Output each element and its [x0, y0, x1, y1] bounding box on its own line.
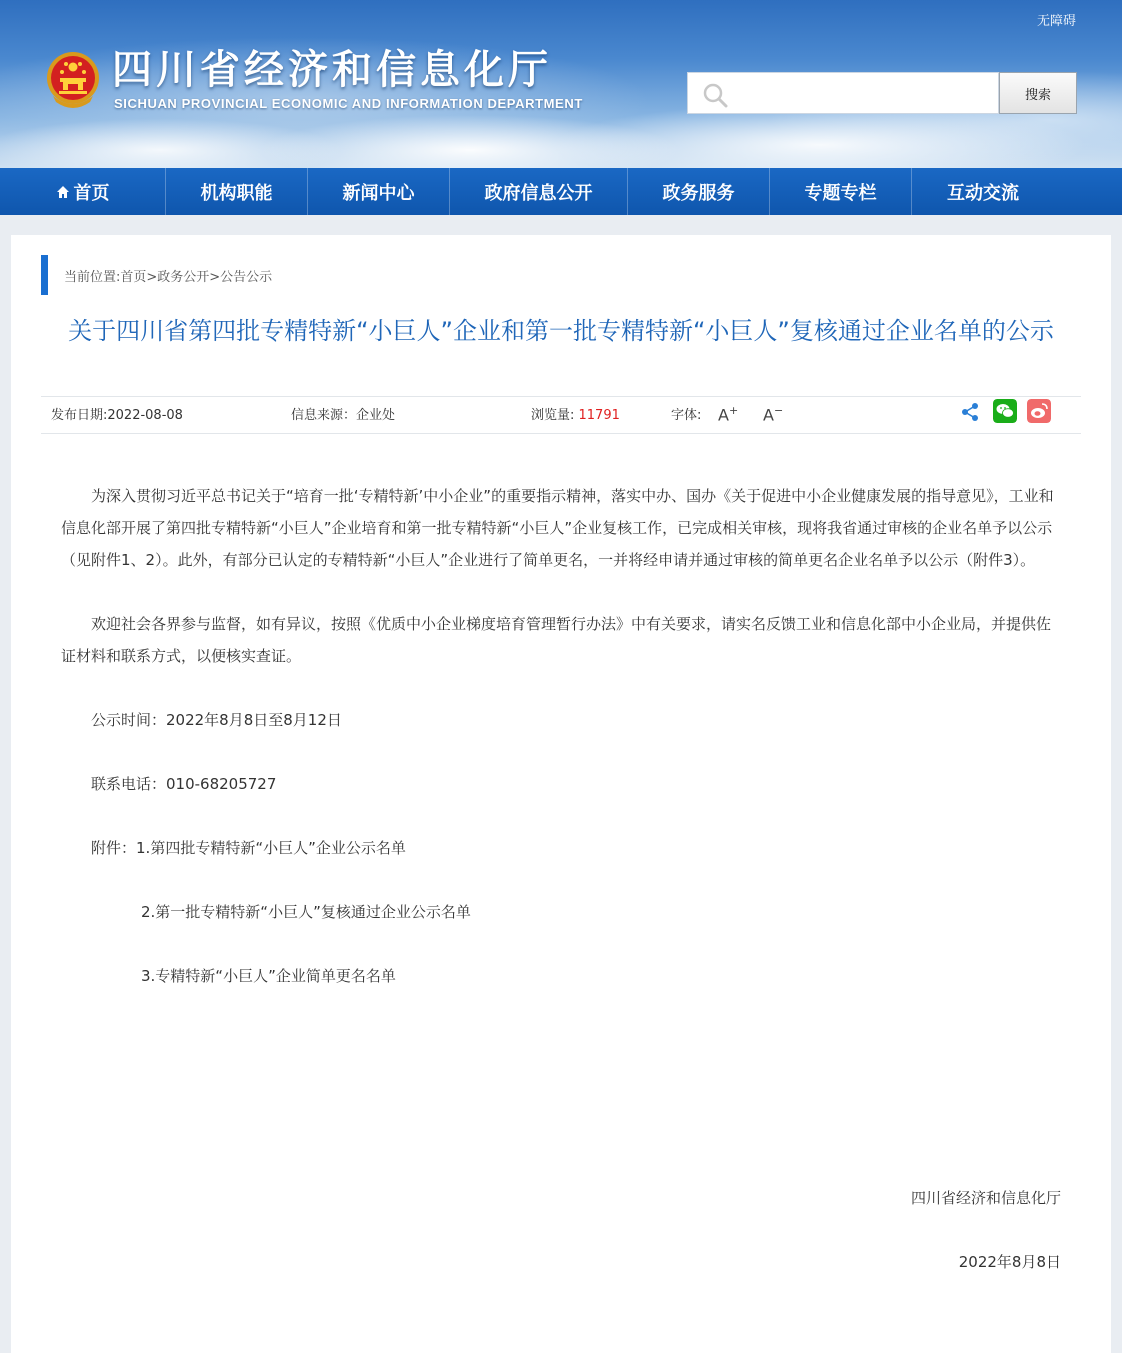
main-nav — [0, 168, 1122, 215]
font-decrease-button[interactable]: A− — [763, 404, 784, 425]
font-size-label: 字体: — [671, 408, 702, 423]
attachment-link[interactable]: 2.第一批专精特新“小巨人”复核通过企业公示名单 — [141, 903, 471, 921]
signature: 四川省经济和信息化厅 — [910, 1189, 1061, 1207]
publish-date: 发布日期:2022-08-08 — [51, 408, 183, 423]
attachment-link[interactable]: 3.专精特新“小巨人”企业简单更名名单 — [141, 967, 396, 985]
nav-item-interaction[interactable]: 互动交流 — [947, 182, 1019, 204]
search-button[interactable]: 搜索 — [999, 72, 1077, 114]
breadcrumb — [41, 255, 272, 295]
share-icon[interactable] — [959, 401, 981, 423]
header-banner — [0, 0, 1122, 168]
breadcrumb-path[interactable]: 首页>政务公开>公告公示 — [120, 269, 273, 285]
views — [531, 404, 620, 423]
attachment-1 — [61, 832, 1061, 864]
views-count: 11791 — [578, 408, 620, 423]
contact-phone: 联系电话：010-68205727 — [91, 775, 277, 793]
attachment-3 — [61, 960, 1061, 992]
nav-item-topics[interactable]: 专题专栏 — [770, 168, 912, 215]
public-notice-period: 公示时间：2022年8月8日至8月12日 — [91, 711, 342, 729]
wechat-icon[interactable] — [993, 399, 1017, 423]
nav-item-home[interactable] — [0, 168, 166, 215]
national-emblem-icon — [45, 50, 101, 112]
nav-item-label: 首页 — [73, 182, 110, 204]
weibo-icon[interactable] — [1027, 399, 1051, 423]
search-input[interactable] — [687, 72, 999, 114]
accessibility-link[interactable]: 无障碍 — [1036, 14, 1076, 29]
breadcrumb-prefix: 当前位置: — [64, 269, 121, 285]
article-paragraph: 欢迎社会各界参与监督，如有异议，按照《优质中小企业梯度培育管理暂行办法》中有关要求，请实名反馈工业和信息化部中小企业局，并提供佐证材料和联系方式，以便核实查证。 — [61, 615, 1052, 665]
attachments-label: 附件： — [91, 839, 137, 857]
info-source: 信息来源：企业处 — [291, 408, 396, 423]
views-label: 浏览量: — [531, 408, 579, 423]
site-title: 四川省经济和信息化厅 — [112, 47, 552, 93]
home-icon — [56, 185, 70, 199]
attachment-link[interactable]: 1.第四批专精特新“小巨人”企业公示名单 — [136, 839, 406, 857]
attachment-2 — [61, 896, 1061, 928]
nav-item-news[interactable]: 新闻中心 — [308, 168, 450, 215]
nav-item-functions[interactable]: 机构职能 — [166, 168, 308, 215]
article-meta — [41, 396, 1081, 434]
font-increase-button[interactable]: A+ — [718, 404, 739, 425]
article-paragraph: 为深入贯彻习近平总书记关于“培育一批‘专精特新’中小企业”的重要指示精神，落实中办、国办《关于促进中小企业健康发展的指导意见》，工业和信息化部开展了第四批专精特新“小巨人”企业培育和第一批专精特新“小巨人”企业复核工作，已完成相关审核，现将我省通过审核的企业名单予以公示（见附件1、2）。此外，有部分已认定的专精特新“小巨人”企业进行了简单更名，一并将经申请并通过审核的简单更名企业名单予以公示（附件3）。 — [61, 487, 1054, 569]
nav-item-gov-info[interactable]: 政府信息公开 — [450, 168, 628, 215]
nav-item-services[interactable]: 政务服务 — [628, 168, 770, 215]
site-subtitle: SICHUAN PROVINCIAL ECONOMIC AND INFORMATION DEPARTMENT — [114, 96, 583, 111]
content-panel — [11, 235, 1111, 1353]
article-body — [61, 480, 1061, 992]
search-icon — [702, 82, 728, 108]
page-title: 关于四川省第四批专精特新“小巨人”企业和第一批专精特新“小巨人”复核通过企业名单的公示 — [68, 317, 1054, 345]
sign-date: 2022年8月8日 — [958, 1253, 1061, 1271]
